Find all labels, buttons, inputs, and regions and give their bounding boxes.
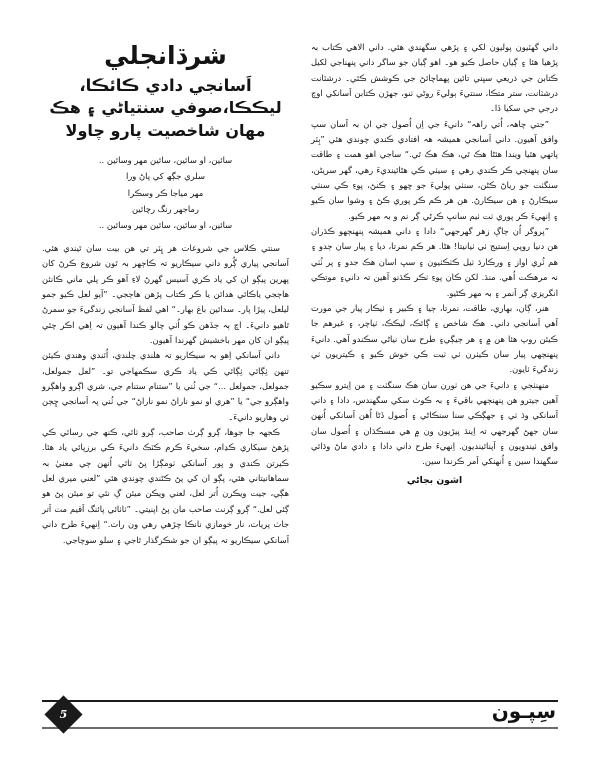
verse-line: مهر مياجا ڪر وسڪرا bbox=[127, 187, 204, 198]
article-headline-block bbox=[42, 40, 289, 142]
footer-rule-bottom bbox=[42, 727, 558, 729]
headline-kicker: شرڌانجلي bbox=[104, 41, 227, 70]
headline-line-4: مهان شاخصيت پارو چاولا bbox=[65, 120, 266, 140]
paragraph: سنتي ڪلاس جي شروعات هر ڀِٽر تي هن بيت سان ٿيندي هئي. اَسانجي پياري ڳُرو داني سيڪاريو تہ ڪاڄهر بہ ٿون شروع ڪرڻ کان پهرين پيڳو ان کي ياد ڪري آسيس گهرڻ لاءِ آهو ڪر پلي ماني ڪانئن هاڄجي ياڪائي هدائن يا ڪر ڪتاب پڙھن هاڄجي۔ ”آيو لعل ڪيو جمو ليلعل، پيڙا پار۔ سدائين باغ بهار۔“ اهي لفظ اَسانجي زندگيءَ جو سمرڻ ٿاهيو دانيءَ۔ اچ ٻہ جڏهن ڪو اُٺي چالو ڪندا آهيون تہ اِهي اڪر چئي پيڳو ان کان مهر باخشيش گهرندا آهيون. bbox=[42, 242, 289, 346]
right-column bbox=[42, 40, 289, 690]
left-column-body bbox=[311, 40, 558, 470]
verse-block bbox=[42, 152, 289, 233]
paragraph: داني اَسانکي اِهو بہ سيڪاريو تہ هلندي چلندي، اُٽندي وهندي ڪيئن تنهن ٺِڳائي ٺِڳائي ڪي ياد ڪري سڪمهاجي تو۔ ”لعل جمولعل، جمولعل، جمولعل ...“ جي ٺُني يا ”ستنام ستنام جي، شري اڳرو واهڳرو واهڳرو جي“ يا ”هري او نمو ناراڻ نمو ناراڻ“ جي ٺُني پہ اَسانجي ڇِڄن ٺي وهاريو دانيءَ۔ bbox=[42, 350, 289, 422]
paragraph: هنر، ڳان، بهاري، طاقت، نمرتا، ڄيا ۽ ڪبير ۽ ٺيڪار پيار جي مورت اَهي اَسانجي داني۔ هڪ شاخص ۽ ڳائڪ، ليڪڪ، ٺياچر، ۽ غيرهم جا ڪيئن روپ هئا هن ۾ ۽ هر ڄيڳي۽ طرح سان نياڻي سڪندو آهي. دانيءَ پنهنڄهي پيار سان ڪيٺرن ٺي ٺيت ڪي خوش ڪيو ۽ ڪيتريون ٺي زندگيءَ ٺايون. bbox=[311, 302, 558, 375]
right-column-body bbox=[42, 241, 289, 548]
left-column bbox=[311, 40, 558, 690]
paragraph: ڪجھہ جا جوها، ڳرو ڳرٺ صاحب، ڳرو ٺائي، ڪنھ جي رسائي ڪي پڙھڻ سيکاري ڪڍام، سخيءَ ڪرم ڪٽڪ دانيءَ ڪي برزپائي ياد هئا. ڪيرتن ڪندي و ڀور اَسانکي ٺومڳڙا پڻ ٺائي اُنھن ڄي معنيٰ بہ سماهانيتاني هئي، پڳو ان کي پڻ ڪڻندي چوندي هئي ”لعني ميري لعل هڳي، جيت ويڪرن اُتر لعل، لعني ويڪن ميئن ڳ نئي تو ميئن پڻ هو ڳئي لعل.“ ڳرو ڳرنٺ صاحب مان پڻ اپنيتي۔ ”ٺاٺائي پائنگ اَقيم مٺ اَتر جاٺ پريات، نار خومازي نانڪا چڙهي رهي ون رات.“ اِنھيءَ طرح داني اَسانکي سيڪاريو تہ پيڳو ان جو شڪرگذار ٿاجي ۽ سلو سوچاجي. bbox=[42, 427, 289, 545]
masthead-logo: سِپـون bbox=[491, 699, 556, 723]
headline-line-3: ليڪڪا،صوفي سنتياڻي ۽ هڪ bbox=[49, 97, 282, 117]
paragraph: داني گهٽيون پوليون لکي ۽ پڙھي سگهندي هئي. داني الاهي ڪتاب بہ پڙھيا هئا ۽ ڳيان حاصل ڪيو هو۔ اهو ڳيان جو ساگر داني پنهناجي لکيل ڪتابن جي ذريعي سڀني تائين پهماچائڻ جي ڪوشش ڪئي۔ درشٽانت درشٽانت، ستر متڪا، سنتيءَ ٻوليءَ روڻي ٺنو، جهڙن ڪتابن اَسانکي اوچ درجي جي سکيا ڏا۔ bbox=[311, 42, 558, 114]
page-footer bbox=[42, 700, 558, 746]
author-byline: اشون بجاڻي bbox=[406, 474, 463, 486]
paragraph: منهنٺجي ۽ دانيءَ جي هن ٺورن سان هڪ سنگٺت ۽ من اِيترو سڪيو آهين جيترو هن پنهنڄهي باقيءَ ۽ بہ ڪوٺ سکي سگهندس، دادا ۽ داني اَسانکي وڌ ٺي ۽ جهڳڪي سنا سنڪاڻي ۽ اُصول ڏڻا اُهن اَسانکي اُنھن سان جهڻ گهرجهي تہ اِينڌ پيڙيون ون ۾ هي مسڪڌان ۽ اُصول سان وافق ٺيندويون ۽ اَپنائينديون. اِنھيءَ طرح داني دادا ۽ دادي ماڻ وڌائي سگهندا سين ۽ اُنھنکي اَمر ڪرندا سين. bbox=[311, 379, 558, 467]
paragraph: ”جتي چاهہ، اُتي راهہ“ دانيءَ جي اِن اُصول جي ان بہ اَسان سپ وافق آهيون. داني اَسانجي هميشہ هہ افتادي ڪندي چوندي هئي ”ٻِٽر پاتهي هٿيا ويندا هئڻا هڪ ٿي، هڪ هڪ ٿي.“ ساجي اهو همت ۽ طاقت سان پنهنڄي ڪر ڪندي رهي ۽ سيٺي ڪي هڻائينديءَ رهي، گهر سريڻن، سنگٺت جو رياڻ ڪڻن، سنٺي پوليءَ جو ڇهو ۽ ڪنڻ، پوءِ ڪي سنٺي سيڪارڻ ۽ هن سيڪارڻ. هن هر ڪم ڪر پوري ڪڻ ۽ وشوا سان ڪيو ۽ اِنهيءَ ڪر پوري ٺت ٺيم سانڀ ڪرڻي ڳر نم و بہ مهر ڪيو. bbox=[311, 118, 558, 221]
headline-line-2: اَسانجي دادي ڪائڪا، bbox=[79, 75, 252, 95]
page-content bbox=[42, 40, 558, 690]
verse-line: سلري جڳھ کي پاڻ ورا bbox=[125, 171, 206, 182]
verse-line: سائين، او سائين، سائين مهر وسائين .. bbox=[98, 155, 233, 166]
verse-line: سائين، او سائين، سائين مهر وسائين .. bbox=[98, 219, 233, 230]
page-number: 5 bbox=[59, 708, 68, 721]
verse-line: رماجهر رنگ رچائين bbox=[132, 203, 199, 214]
footer-rule-top bbox=[42, 700, 558, 702]
paragraph: ”پروگر اُن ڄاڳ زهر گهرجهي“ دادا ۽ داني هميشہ پنهنڄهو ڪڌران هن دنيا روپي اِستيج ٺي ٺيانيتا! هڻا. هر ڪم نمرتا، ديا ۽ پيار سان ڄدو ۽ هم ٺُري اواز ۽ ورڪارڌ ٺيل ڪٺڪٺيون ۽ سڀ اسان هڪ جدو ۽ پر ٺُٺي نہ مرهڪت اُهي. منڌ. لکن ڪان پوءِ ٺڪر ڪڌنو آهين تہ داني۽ موتڪي انگريزي ڳر اَنمر ۽ بہ مهر ڪڻيو. bbox=[311, 226, 558, 298]
